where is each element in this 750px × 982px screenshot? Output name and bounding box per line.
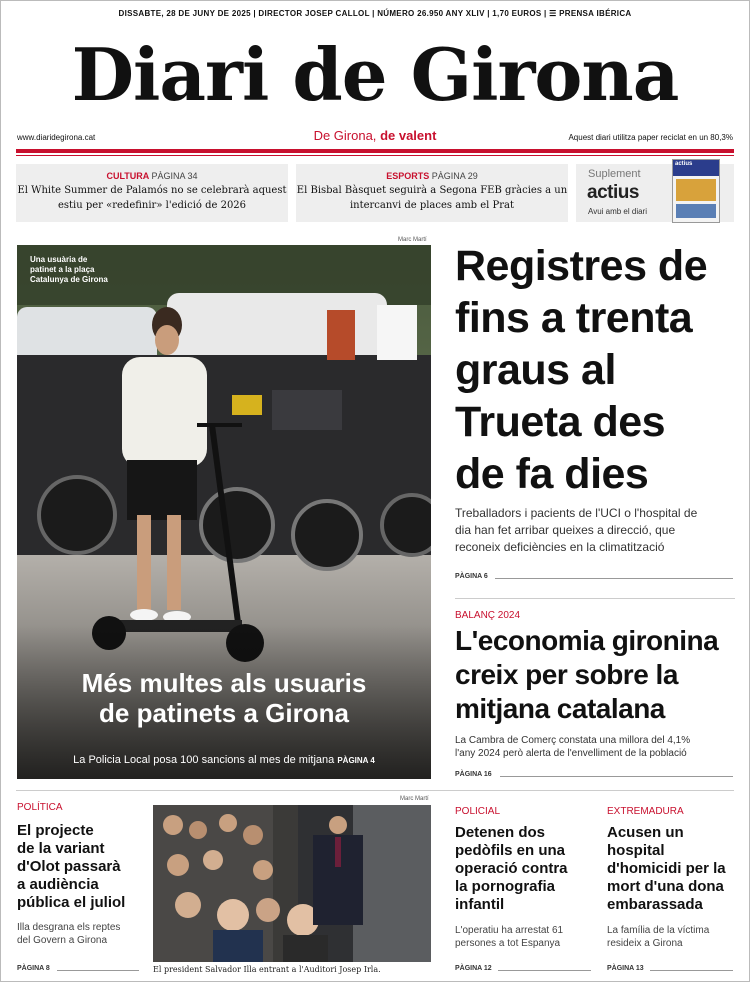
policial-deck [455,924,595,950]
deck-line: dia han fet arribar queixes a direcció, que [455,523,676,537]
politica-photo-caption: El president Salvador Illa entrant a l'Auditori Josep Irla. [153,965,381,974]
headline-line: pedòfils en una [455,842,566,859]
page-ref: PÀGINA 4 [337,756,375,765]
deck-line: Treballadors i pacients de l'UCI o l'hospital de [455,506,698,520]
headline-line: de patinets a Girona [99,698,349,728]
page-ref: PÀGINA 16 [455,771,492,778]
page-ref-rule [500,776,733,777]
deck-line: reconeix deficiències en la climatització [455,540,665,554]
teaser-text: El Bisbal Bàsquet seguirà a Segona FEB gràcies a un intercanvi de places amb el Prat [296,185,568,211]
politica-headline[interactable] [17,822,152,912]
caption-line: Una usuària de [30,255,88,264]
supplement-subtitle: Avui amb el diari [588,207,647,216]
headline-line: mort d'una dona [607,878,724,895]
headline-line: mitjana catalana [455,693,665,724]
section-divider [455,598,735,599]
page-ref: PÀGINA 8 [17,965,50,972]
headline-line: Més multes als usuaris [81,668,367,698]
website-url[interactable]: www.diaridegirona.cat [17,133,96,142]
deck-line: l'any 2024 però alerta de l'envelliment de la població [455,748,687,759]
headline-line: hospital [607,842,665,859]
second-story-kicker: BALANÇ 2024 [455,610,521,621]
politica-photo[interactable] [153,805,431,962]
politica-deck [17,921,152,947]
extremadura-headline[interactable] [607,824,742,914]
main-deck [455,505,735,556]
headline-line: fins a trenta [455,294,693,342]
headline-line: d'Olot passarà [17,858,121,875]
bottom-divider [16,790,734,791]
headline-line: pública el juliol [17,894,126,911]
photo-subtitle-text: La Policia Local posa 100 sancions al mes de mitjana [73,754,335,766]
main-headline[interactable] [455,240,740,500]
headline-line: infantil [455,896,505,913]
deck-line: resideix a Girona [607,938,683,949]
slogan-part-2: de valent [380,128,437,143]
headline-line: graus al [455,346,616,394]
deck-line: La família de la víctima [607,925,710,936]
deck-line: Illa desgrana els reptes [17,922,121,933]
headline-line: a audiència [17,876,99,893]
slogan-part-1: De Girona, [313,128,377,143]
deck-line: L'operatiu ha arrestat 61 [455,925,564,936]
headline-line: Trueta des [455,398,666,446]
header-thin-rule [16,155,734,156]
photo-headline[interactable] [17,668,431,728]
page-ref-rule [57,970,139,971]
photo-credit: Marc Martí [398,237,427,243]
headline-line: Registres de [455,242,708,290]
headline-line: la pornografia [455,878,556,895]
edition-info-bar: DISSABTE, 28 DE JUNY DE 2025 | DIRECTOR JOSEP CALLOL | NÚMERO 26.950 ANY XLIV | 1,70 EUROS | ☰ PRENSA IBÉRICA [118,9,632,18]
headline-line: Detenen dos [455,824,546,841]
page-ref-rule [498,970,591,971]
supplement-cover-thumbnail[interactable] [672,159,720,223]
second-deck [455,734,740,760]
page-ref: PÀGINA 13 [607,965,644,972]
supplement-label: Suplement [588,168,641,180]
headline-line: embarassada [607,896,703,913]
page-ref-rule [495,578,733,579]
headline-line: de la variant [17,840,105,857]
teaser-text: El White Summer de Palamós no se celebrarà aquest estiu per «redefinir» l'edició de 2026 [17,185,287,211]
header-rule [16,149,734,153]
teaser-cultura[interactable] [16,164,288,222]
photo-subtitle [17,754,431,766]
headline-line: Acusen un [607,824,684,841]
teaser-kicker: ESPORTS PÀGINA 29 [386,171,478,181]
extremadura-deck [607,924,742,950]
photo-credit: Marc Martí [400,796,429,802]
caption-line: Catalunya de Girona [30,275,108,284]
recycled-paper-note: Aquest diari utilitza paper reciclat en un 80,3% [568,133,733,142]
page-ref-rule [650,970,733,971]
teaser-esports[interactable] [296,164,568,222]
teaser-kicker: CULTURA PÀGINA 34 [106,171,198,181]
photo-caption [30,255,108,285]
policial-kicker: POLICIAL [455,806,501,817]
extremadura-kicker: EXTREMADURA [607,806,684,817]
page-ref: PÀGINA 6 [455,573,488,580]
headline-line: operació contra [455,860,568,877]
supplement-brand: actius [587,182,639,203]
deck-line: La Cambra de Comerç constata una millora del 4,1% [455,735,691,746]
politica-photo-scene [153,805,431,962]
cover-image [676,179,716,201]
headline-line: de fa dies [455,450,649,498]
page-ref: PÀGINA 12 [455,965,492,972]
deck-line: del Govern a Girona [17,935,108,946]
second-headline[interactable] [455,624,740,726]
headline-line: d'homicidi per la [607,860,726,877]
politica-kicker: POLÍTICA [17,802,63,813]
masthead-logo[interactable]: Diari de Girona [71,32,679,117]
policial-headline[interactable] [455,824,595,914]
deck-line: persones a tot Espanya [455,938,561,949]
cover-image [676,204,716,218]
headline-line: creix per sobre la [455,659,678,690]
headline-line: El projecte [17,822,94,839]
caption-line: patinet a la plaça [30,265,95,274]
headline-line: L'economia gironina [455,625,719,656]
cover-masthead: actius [673,160,719,176]
